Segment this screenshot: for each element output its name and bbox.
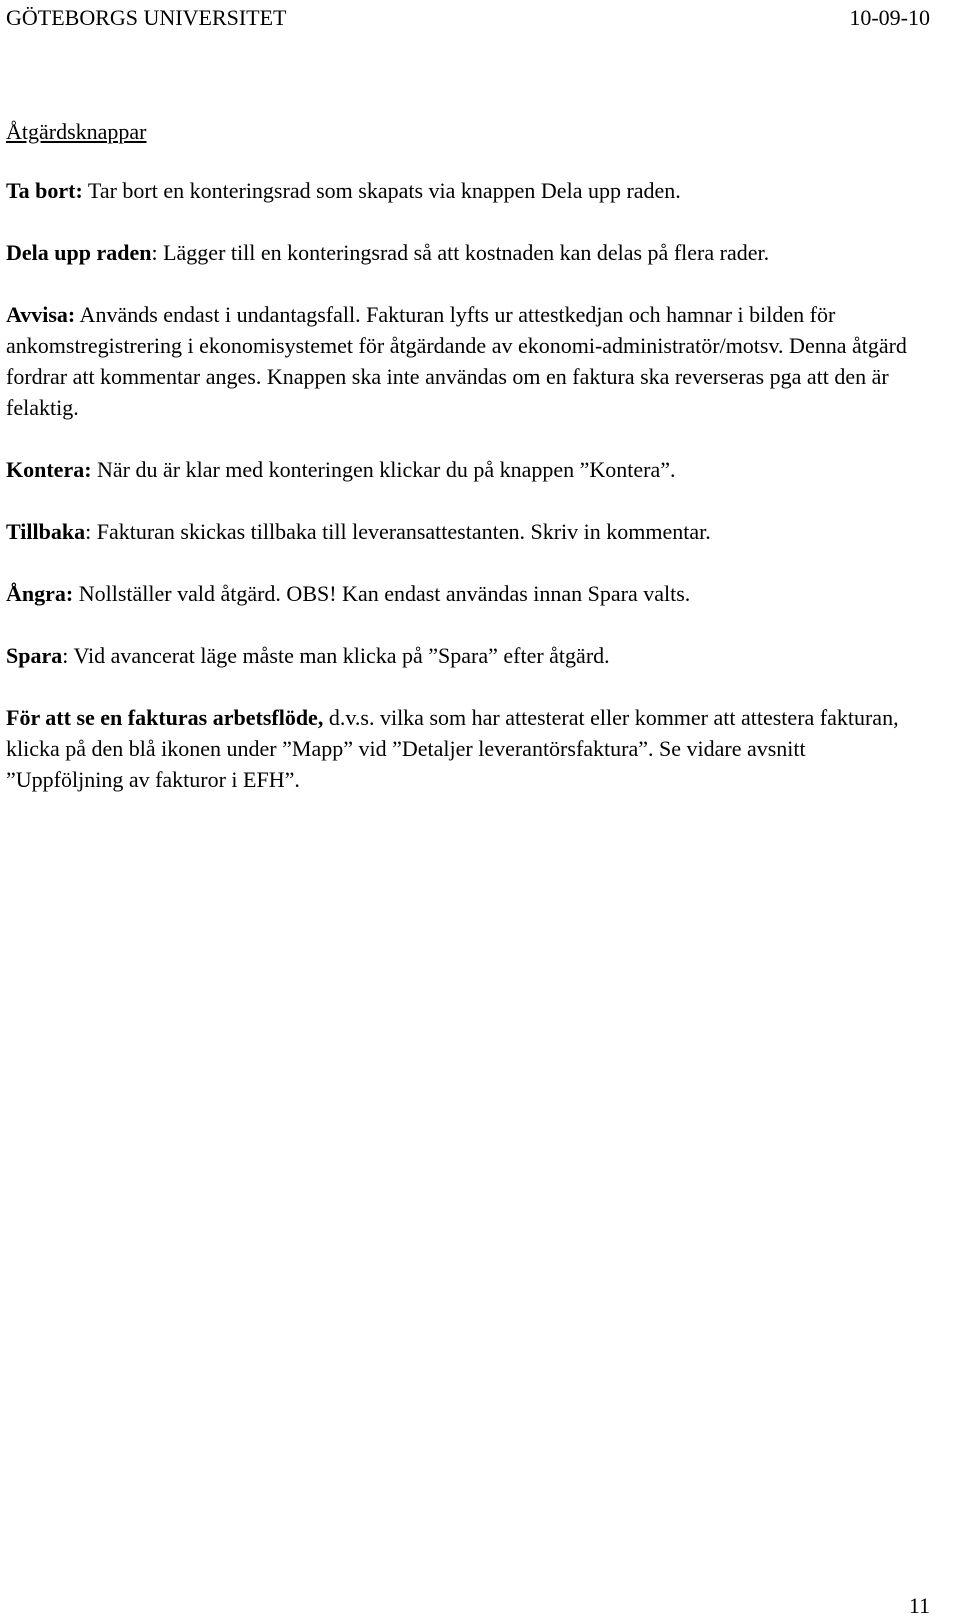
description-spara: : Vid avancerat läge måste man klicka på ”Spara” efter åtgärd. [62,643,610,668]
section-heading: Åtgärdsknappar [6,119,147,144]
paragraph-avvisa [6,299,926,423]
term-kontera: Kontera: [6,457,92,482]
term-spara: Spara [6,643,63,668]
term-tillbaka: Tillbaka [6,519,86,544]
description-tillbaka: : Fakturan skickas tillbaka till leveransattestanten. Skriv in kommentar. [85,519,711,544]
term-dela-upp-raden: Dela upp raden [6,240,152,265]
paragraph-dela-upp-raden [6,237,926,268]
description-kontera: När du är klar med konteringen klickar du på knappen ”Kontera”. [91,457,676,482]
paragraph-tillbaka [6,516,926,547]
document-body [6,116,926,826]
description-angra: Nollställer vald åtgärd. OBS! Kan endast användas innan Spara valts. [73,581,691,606]
term-ta-bort: Ta bort: [6,178,83,203]
paragraph-kontera [6,454,926,485]
page-number: 11 [908,1593,930,1618]
term-avvisa: Avvisa: [6,302,76,327]
term-arbetsflode: För att se en fakturas arbetsflöde, [6,705,324,730]
paragraph-arbetsflode [6,702,926,795]
term-angra: Ångra: [6,581,74,606]
paragraph-ta-bort [6,175,926,206]
description-dela-upp-raden: : Lägger till en konteringsrad så att kostnaden kan delas på flera rader. [151,240,770,265]
paragraph-spara [6,640,926,671]
page-header [6,2,930,34]
description-arbetsflode: d.v.s. vilka som har attesterat eller kommer att attestera fakturan, klicka på den blå ikonen under ”Mapp” vid ”Detaljer leverantörsfaktura”. Se vidare avsnitt ”Uppföljning av fakturor i EFH”. [6,705,899,792]
document-date: 10-09-10 [849,5,930,30]
paragraph-angra [6,578,926,609]
description-ta-bort: Tar bort en konteringsrad som skapats via knappen Dela upp raden. [82,178,681,203]
organization-name: GÖTEBORGS UNIVERSITET [6,5,287,30]
description-avvisa: Används endast i undantagsfall. Fakturan lyfts ur attestkedjan och hamnar i bilden för ankomstregistrering i ekonomisystemet för åtgärdande av ekonomi-administratör/motsv. Denna åtgärd fordrar att kommentar anges. Knappen ska inte användas om en faktura ska reverseras pga att den är felaktig. [6,302,907,420]
